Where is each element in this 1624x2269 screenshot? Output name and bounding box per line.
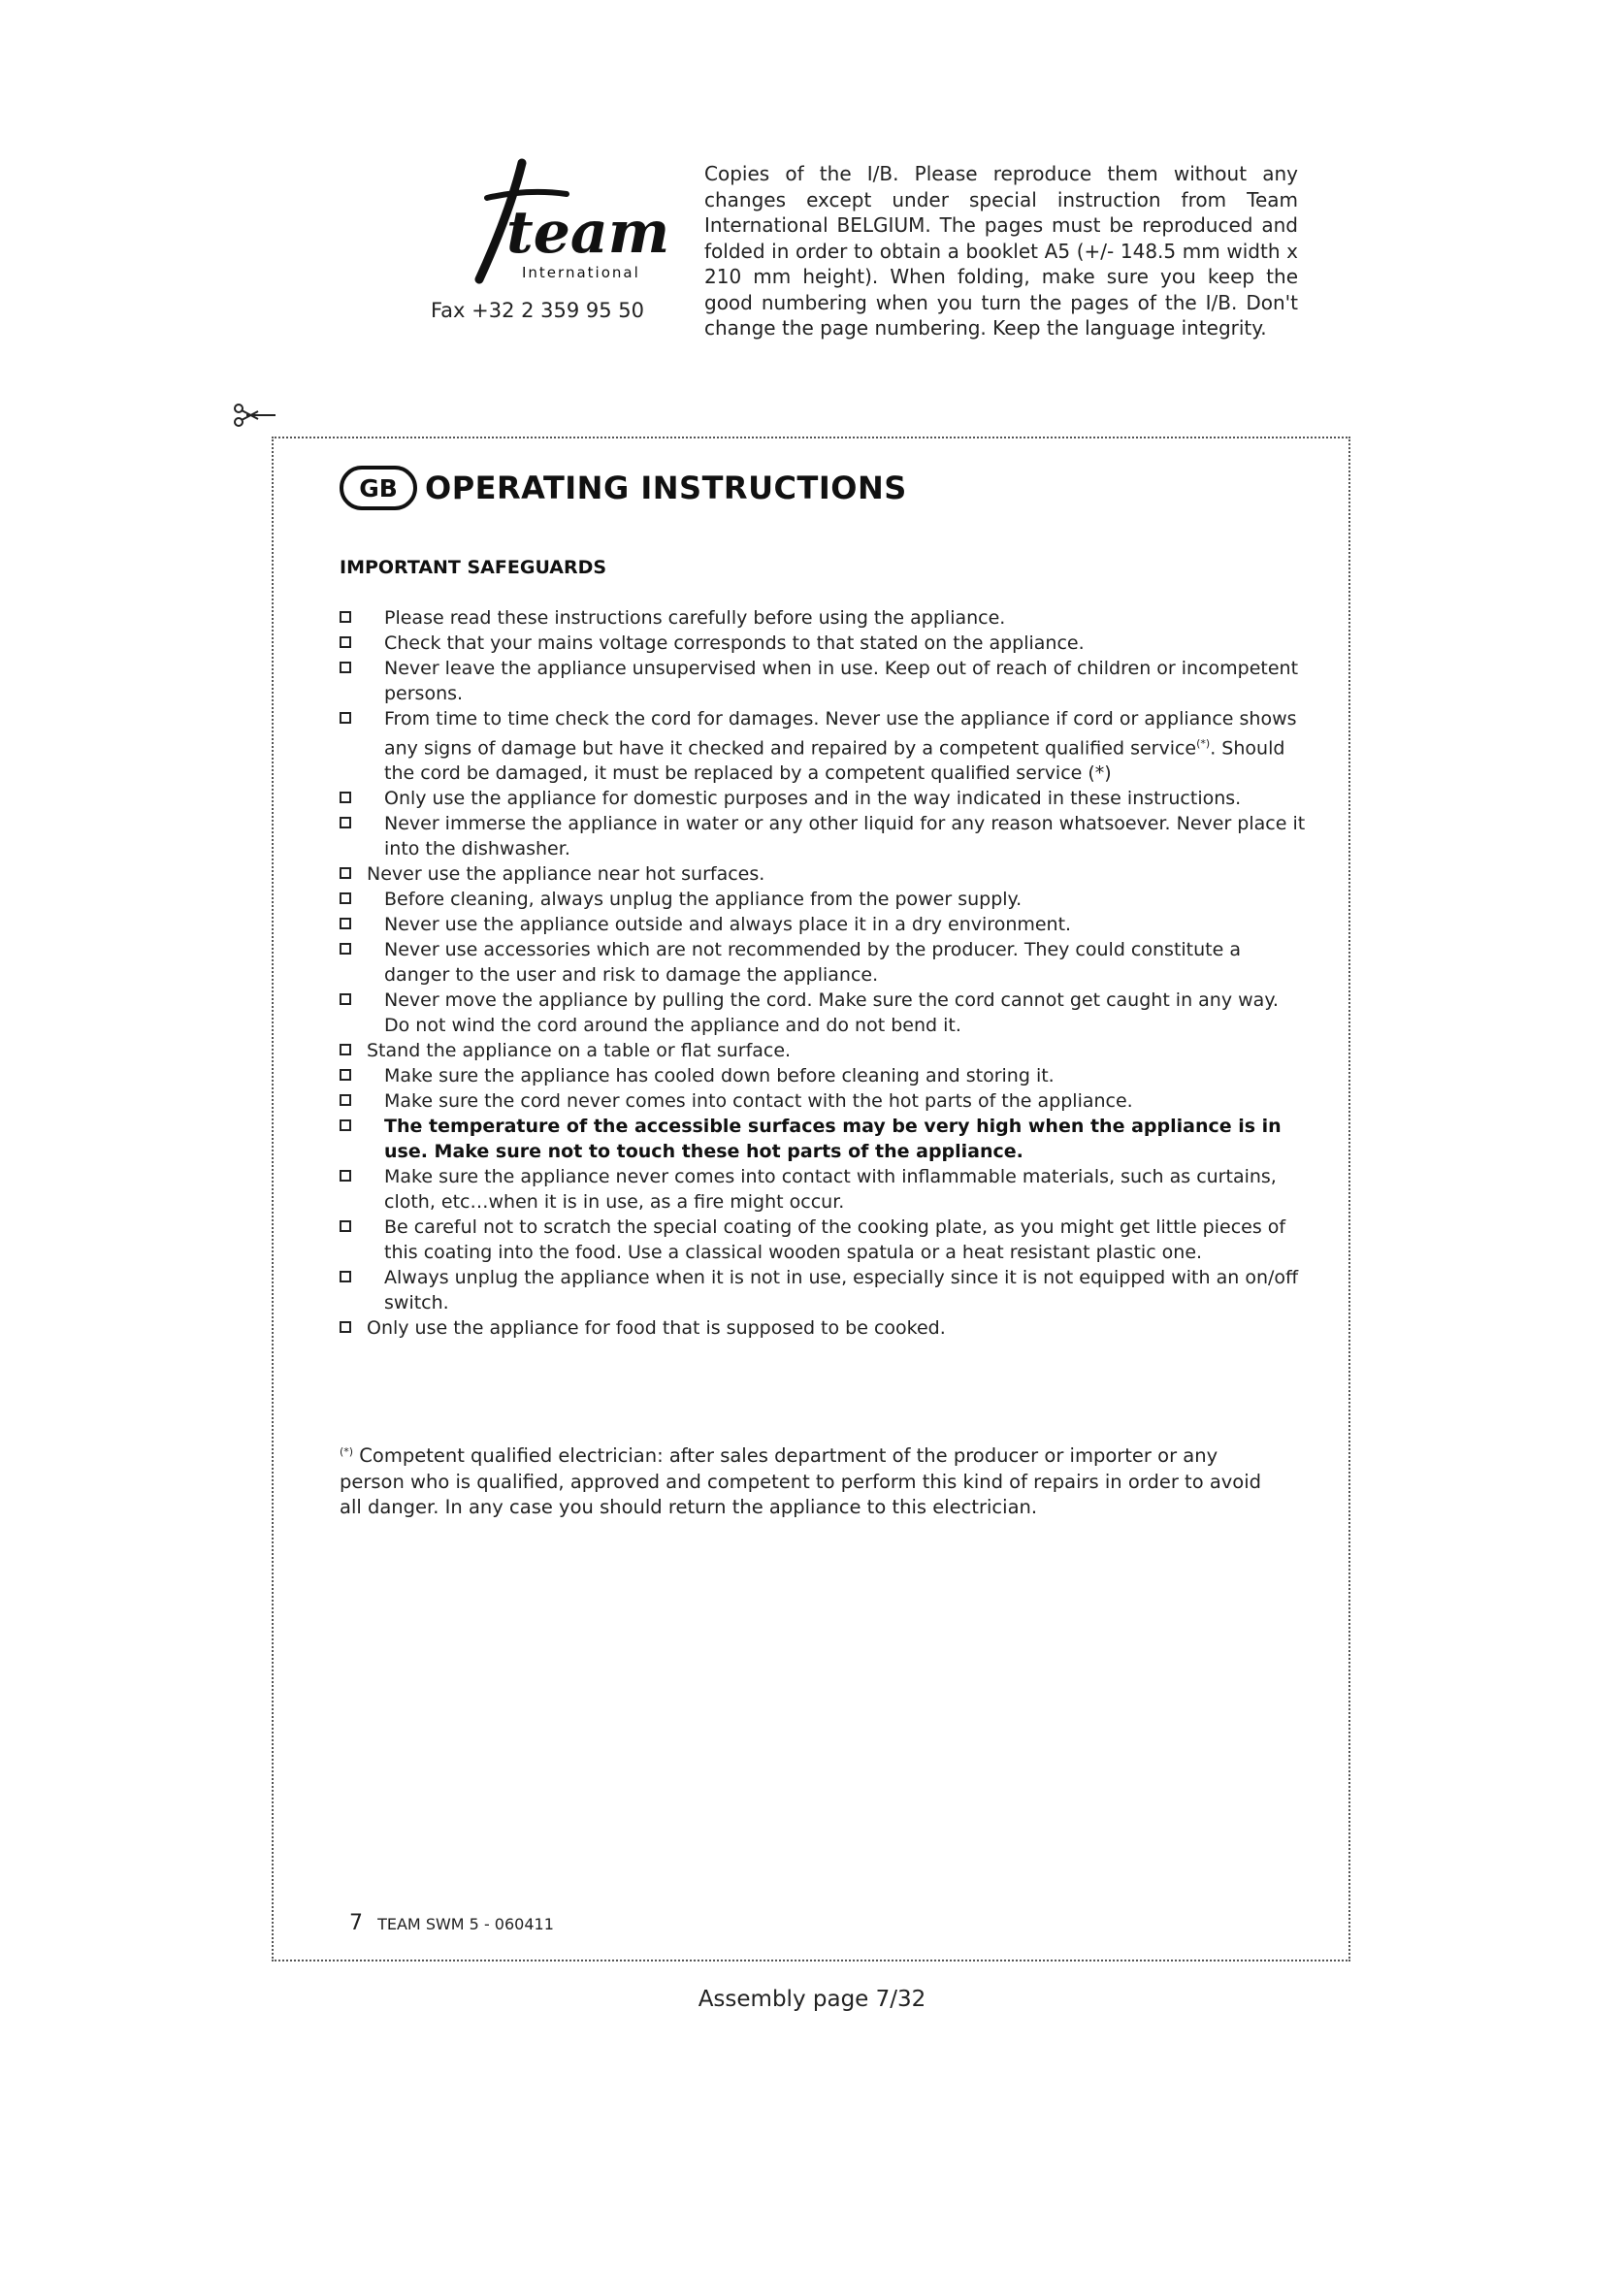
page-title: OPERATING INSTRUCTIONS bbox=[425, 470, 907, 506]
section-heading: IMPORTANT SAFEGUARDS bbox=[340, 557, 607, 578]
checkbox-bullet-icon bbox=[340, 1044, 351, 1055]
list-item: Never use accessories which are not recommended by the producer. They could constitute a danger to the user and risk to damage the appliance. bbox=[340, 937, 1310, 988]
checkbox-bullet-icon bbox=[340, 1069, 351, 1081]
list-item: Never use the appliance near hot surfaces. bbox=[340, 861, 1310, 887]
list-item: Check that your mains voltage corresponds to that stated on the appliance. bbox=[340, 631, 1310, 656]
svg-text:International: International bbox=[522, 264, 640, 281]
checkbox-bullet-icon bbox=[340, 1271, 351, 1282]
list-item: Never immerse the appliance in water or any other liquid for any reason whatsoever. Never place it into the dishwasher. bbox=[340, 811, 1310, 861]
checkbox-bullet-icon bbox=[340, 1321, 351, 1333]
copies-note: Copies of the I/B. Please reproduce them without any changes except under special instruction from Team International BELGIUM. The pages must be reproduced and folded in order to obtain a booklet A5 (+/- 148.5 mm width x 210 mm height). When folding, make sure you keep the good numbering when you turn the pages of the I/B. Don't change the page numbering. Keep the language integrity. bbox=[704, 162, 1298, 340]
checkbox-bullet-icon bbox=[340, 892, 351, 904]
list-item: Before cleaning, always unplug the appliance from the power supply. bbox=[340, 887, 1310, 912]
checkbox-bullet-icon bbox=[340, 867, 351, 879]
checkbox-bullet-icon bbox=[340, 1119, 351, 1131]
list-item: Make sure the appliance never comes into contact with inflammable materials, such as curtains, cloth, etc…when it is in use, as a fire might occur. bbox=[340, 1164, 1310, 1215]
checkbox-bullet-icon bbox=[340, 817, 351, 828]
checkbox-bullet-icon bbox=[340, 993, 351, 1005]
checkbox-bullet-icon bbox=[340, 1220, 351, 1232]
checkbox-bullet-icon bbox=[340, 662, 351, 673]
list-item: Never leave the appliance unsupervised when in use. Keep out of reach of children or incompetent persons. bbox=[340, 656, 1310, 706]
checkbox-bullet-icon bbox=[340, 1170, 351, 1182]
model-code: TEAM SWM 5 - 060411 bbox=[377, 1915, 554, 1933]
footnote: (*) Competent qualified electrician: after sales department of the producer or importer or any person who is qualified, approved and competent to perform this kind of repairs in order to avoid all danger. In any case you should return the appliance to this electrician. bbox=[340, 1444, 1262, 1518]
list-item: Make sure the cord never comes into contact with the hot parts of the appliance. bbox=[340, 1088, 1310, 1114]
checkbox-bullet-icon bbox=[340, 792, 351, 803]
page-footer bbox=[349, 1911, 554, 1935]
list-item: From time to time check the cord for damages. Never use the appliance if cord or appliance shows any signs of damage but have it checked and repaired by a competent qualified service(*). Should the cord be damaged, it must be replaced by a competent qualified service (*) bbox=[340, 706, 1310, 786]
list-item: Always unplug the appliance when it is not in use, especially since it is not equipped with an on/off switch. bbox=[340, 1265, 1310, 1315]
list-item: Only use the appliance for food that is supposed to be cooked. bbox=[340, 1315, 1310, 1341]
safeguards-list bbox=[340, 605, 1310, 1341]
svg-text:team: team bbox=[506, 199, 670, 267]
checkbox-bullet-icon bbox=[340, 918, 351, 929]
checkbox-bullet-icon bbox=[340, 1094, 351, 1106]
team-international-logo bbox=[454, 155, 670, 291]
checkbox-bullet-icon bbox=[340, 712, 351, 724]
list-item: Make sure the appliance has cooled down before cleaning and storing it. bbox=[340, 1063, 1310, 1088]
checkbox-bullet-icon bbox=[340, 943, 351, 955]
scissors-icon bbox=[233, 402, 276, 429]
list-item: Please read these instructions carefully before using the appliance. bbox=[340, 605, 1310, 631]
instructions-title-row bbox=[340, 462, 907, 514]
team-logo-icon bbox=[454, 155, 670, 291]
list-item: Stand the appliance on a table or flat surface. bbox=[340, 1038, 1310, 1063]
list-item: Be careful not to scratch the special coating of the cooking plate, as you might get little pieces of this coating into the food. Use a classical wooden spatula or a heat resistant plastic one. bbox=[340, 1215, 1310, 1265]
list-item: Never move the appliance by pulling the cord. Make sure the cord cannot get caught in any way. Do not wind the cord around the appliance and do not bend it. bbox=[340, 988, 1310, 1038]
list-item-warning: The temperature of the accessible surfaces may be very high when the appliance is in use. Make sure not to touch these hot parts of the appliance. bbox=[340, 1114, 1310, 1164]
language-badge: GB bbox=[340, 466, 417, 510]
checkbox-bullet-icon bbox=[340, 636, 351, 648]
page-number: 7 bbox=[349, 1911, 363, 1935]
list-item: Only use the appliance for domestic purposes and in the way indicated in these instructions. bbox=[340, 786, 1310, 811]
assembly-page-label: Assembly page 7/32 bbox=[698, 1987, 926, 2012]
list-item: Never use the appliance outside and always place it in a dry environment. bbox=[340, 912, 1310, 937]
fax-number: Fax +32 2 359 95 50 bbox=[430, 299, 645, 322]
checkbox-bullet-icon bbox=[340, 611, 351, 623]
